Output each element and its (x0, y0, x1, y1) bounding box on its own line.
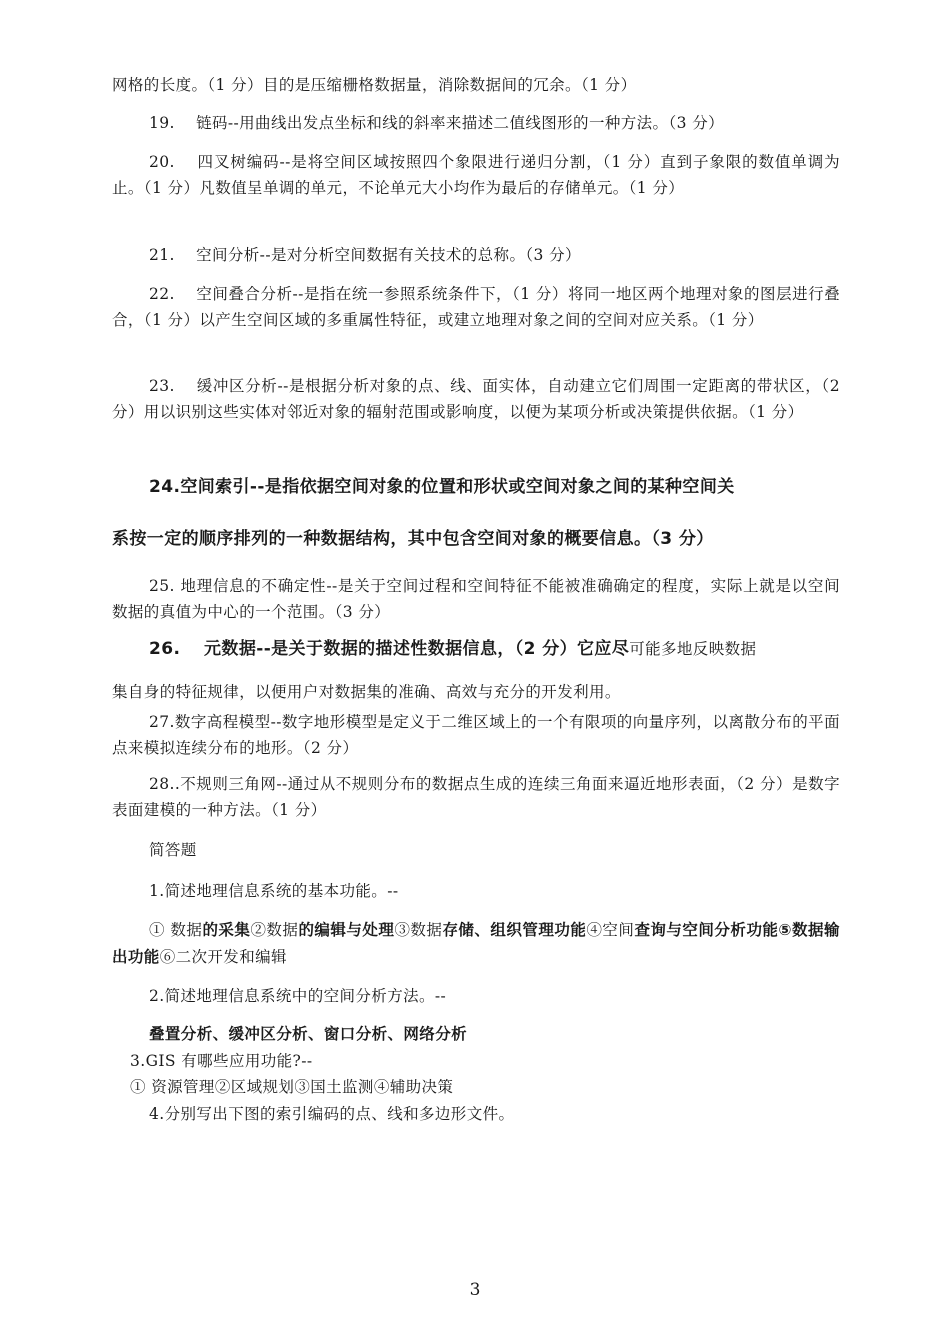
answer-1 (112, 917, 840, 971)
answer-1-part-7: ④空间 (586, 921, 635, 939)
answer-3: ① 资源管理②区域规划③国土监测④辅助决策 (130, 1078, 454, 1096)
definition-20: 20. 四叉树编码--是将空间区域按照四个象限进行递归分割，（1 分）直到子象限的数值单调为止。（1 分）凡数值呈单调的单元，不论单元大小均作为最后的存储单元。（1 分） (112, 153, 840, 197)
answer-1-part-1: ① 数据 (149, 921, 203, 939)
definition-22: 22. 空间叠合分析--是指在统一参照系统条件下，（1 分）将同一地区两个地理对象的图层进行叠合，（1 分）以产生空间区域的多重属性特征，或建立地理对象之间的空间对应关系。（1 分） (112, 285, 840, 329)
answer-1-part-8: 查询与空间分析 (634, 921, 747, 939)
answer-1-part-9: 功能⑤数据输出功能 (112, 921, 840, 966)
answer-1-part-4: 的编辑与处理 (298, 921, 395, 939)
definition-27: 27.数字高程模型--数字地形模型是定义于二维区域上的一个有限项的向量序列，以离散分布的平面点来模拟连续分布的地形。（2 分） (112, 713, 840, 757)
definition-26-line-2: 集自身的特征规律，以便用户对数据集的准确、高效与充分的开发利用。 (112, 683, 621, 701)
definition-24-line-2: 系按一定的顺序排列的一种数据结构，其中包含空间对象的概要信息。（3 分） (112, 529, 714, 549)
section-heading-short-answer: 简答题 (149, 841, 197, 859)
definition-23: 23. 缓冲区分析--是根据分析对象的点、线、面实体，自动建立它们周围一定距离的带状区，（2 分）用以识别这些实体对邻近对象的辐射范围或影响度，以便为某项分析或决策提供依据。（1 分） (112, 377, 840, 421)
paragraph-continuation: 网格的长度。（1 分）目的是压缩栅格数据量，消除数据间的冗余。（1 分） (112, 76, 637, 94)
answer-1-part-5: ③数据 (394, 921, 443, 939)
answer-1-part-3: ②数据 (250, 921, 299, 939)
definition-19: 19. 链码--用曲线出发点坐标和线的斜率来描述二值线图形的一种方法。（3 分） (149, 114, 724, 132)
definition-24-line-1: 24.空间索引--是指依据空间对象的位置和形状或空间对象之间的某种空间关 (149, 477, 735, 497)
answer-1-part-2: 的采集 (202, 921, 251, 939)
answer-1-part-10: ⑥二次开发和编辑 (159, 948, 287, 966)
definition-21: 21. 空间分析--是对分析空间数据有关技术的总称。（3 分） (149, 246, 581, 264)
question-1: 1.简述地理信息系统的基本功能。-- (149, 882, 399, 900)
question-2: 2.简述地理信息系统中的空间分析方法。-- (149, 987, 447, 1005)
definition-26-bold-part: 26. 元数据--是关于数据的描述性数据信息，（2 分）它应尽 (149, 639, 630, 659)
answer-2-text: 叠置分析、缓冲区分析、窗口分析、网络分析 (149, 1025, 468, 1043)
definition-26-line-1 (112, 636, 840, 662)
answer-2 (112, 1021, 840, 1047)
question-3: 3.GIS 有哪些应用功能?-- (130, 1052, 313, 1070)
definition-25: 25. 地理信息的不确定性--是关于空间过程和空间特征不能被准确确定的程度，实际上就是以空间数据的真值为中心的一个范围。（3 分） (112, 577, 840, 621)
definition-28: 28..不规则三角网--通过从不规则分布的数据点生成的连续三角面来逼近地形表面，（2 分）是数字表面建模的一种方法。（1 分） (112, 775, 840, 819)
page-number: 3 (469, 1280, 481, 1300)
definition-26-regular-part: 可能多地反映数据 (629, 640, 757, 658)
answer-1-part-6: 存储、组织管理功能 (442, 921, 587, 939)
question-4: 4.分别写出下图的索引编码的点、线和多边形文件。 (149, 1105, 515, 1123)
